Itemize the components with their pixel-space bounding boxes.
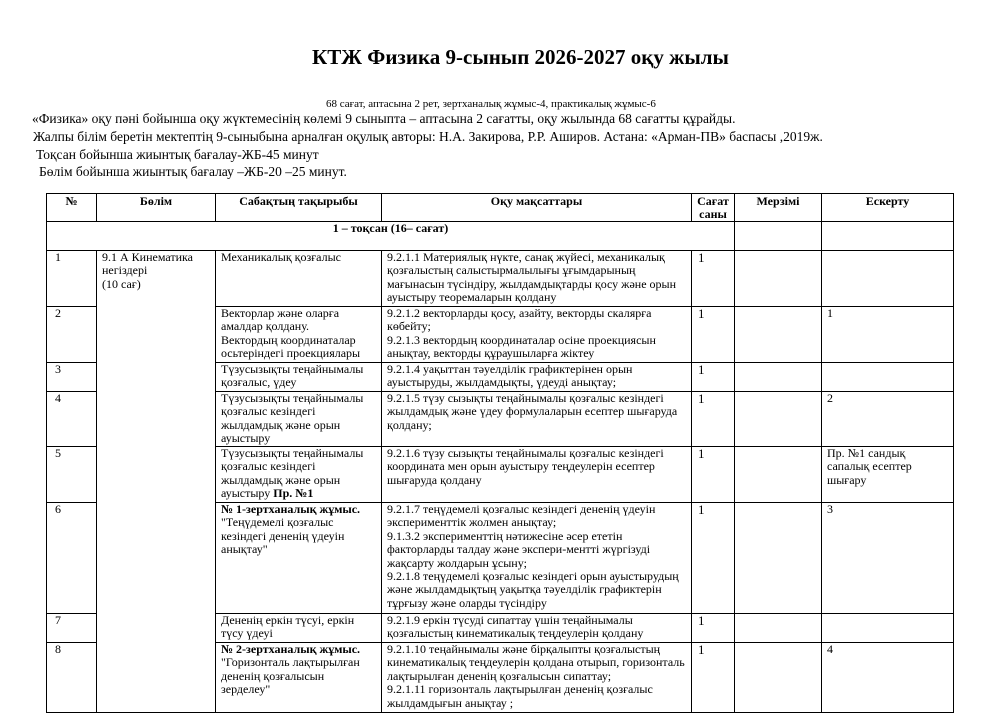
table-header-row bbox=[47, 194, 954, 222]
intro-line-1: «Физика» оқу пәні бойынша оқу жүктемесінің көлемі 9 сыныпта – аптасына 2 сағатты, оқу жылында 68 сағатты құрайды. bbox=[32, 111, 736, 126]
row-objectives: 9.2.1.9 еркін түсуді сипаттау үшін теңайнымалы қозғалыстың кинематикалық теңдеулерін қолдану bbox=[382, 614, 692, 643]
row-number: 7 bbox=[47, 614, 97, 643]
intro-line-3: Тоқсан бойынша жиынтық бағалау-ЖБ-45 минут bbox=[36, 147, 319, 162]
row-note: 4 bbox=[822, 643, 954, 713]
row-topic-bold: Пр. №1 bbox=[273, 486, 314, 501]
row-hours: 1 bbox=[692, 503, 735, 614]
row-number: 2 bbox=[47, 307, 97, 363]
row-objectives: 9.2.1.2 векторларды қосу, азайту, векторды скалярға көбейту; 9.2.1.3 вектордың координаталар осіне проекциясын анықтау, векторды құраушыларға жіктеу bbox=[382, 307, 692, 363]
row-hours: 1 bbox=[692, 363, 735, 392]
row-hours: 1 bbox=[692, 307, 735, 363]
document-subtitle: 68 сағат, аптасына 2 рет, зертханалық жұмыс-4, практикалық жұмыс-6 bbox=[326, 98, 656, 110]
row-topic bbox=[216, 503, 382, 614]
row-topic bbox=[216, 643, 382, 713]
row-date bbox=[735, 363, 822, 392]
quarter-row bbox=[47, 222, 954, 251]
row-topic-head: № 1-зертханалық жұмыс. bbox=[221, 502, 361, 516]
row-hours: 1 bbox=[692, 251, 735, 307]
column-header-objectives: Оқу мақсаттары bbox=[382, 194, 692, 222]
row-number: 6 bbox=[47, 503, 97, 614]
row-topic: Векторлар және оларға амалдар қолдану. Вектордың координаталар осьтеріндегі проекциялары bbox=[216, 307, 382, 363]
row-number: 1 bbox=[47, 251, 97, 307]
intro-line-2: Жалпы білім беретін мектептің 9-сыныбына арналған оқулық авторы: Н.А. Закирова, Р.Р. Аширов. Астана: «Арман-ПВ» баспасы ,2019ж. bbox=[33, 129, 823, 144]
row-date bbox=[735, 307, 822, 363]
row-topic-text: Түзусызықты теңайнымалы қозғалыс кезіндегі жылдамдық және орын ауыстыру bbox=[221, 446, 364, 501]
row-objectives: 9.2.1.7 теңүдемелі қозғалыс кезіндегі дененің үдеуін эксперименттік жолмен анықтау; 9.1.3.2 эксперименттің нәтижесіне әсер ететін факторларды талдау және экспери-ментті жүргізуді жақсарту жолдарын ұсыну; 9.2.1.8 теңүдемелі қозғалыс кезіндегі орын ауыстырудың және жылдамдықтың уақытқа тәуелділік графиктерін тұрғызу және оларды түсіндіру bbox=[382, 503, 692, 614]
column-header-note: Ескерту bbox=[822, 194, 954, 222]
quarter-note-cell bbox=[822, 222, 954, 251]
document-title: КТЖ Физика 9-сынып 2026-2027 оқу жылы bbox=[312, 45, 729, 69]
quarter-label: 1 – тоқсан (16– сағат) bbox=[47, 222, 735, 251]
lesson-plan-table bbox=[46, 193, 954, 713]
row-objectives: 9.2.1.5 түзу сызықты теңайнымалы қозғалыс кезіндегі жылдамдық және үдеу формулаларын есептер шығаруда қолдану; bbox=[382, 392, 692, 447]
row-number: 8 bbox=[47, 643, 97, 713]
row-objectives: 9.2.1.10 теңайнымалы және бірқалыпты қозғалыстың кинематикалық теңдеулерін қолдана отырып, горизонталь лақтырылған дененің қозғалысын сипаттау; 9.2.1.11 горизонталь лақтырылған дененің қозғалыс жылдамдығын анықтау ; bbox=[382, 643, 692, 713]
row-hours: 1 bbox=[692, 643, 735, 713]
column-header-number: № bbox=[47, 194, 97, 222]
row-date bbox=[735, 614, 822, 643]
row-number: 3 bbox=[47, 363, 97, 392]
row-topic: Түзусызықты теңайнымалы қозғалыс кезіндегі жылдамдық және орын ауыстыру bbox=[216, 392, 382, 447]
row-number: 4 bbox=[47, 392, 97, 447]
row-hours: 1 bbox=[692, 614, 735, 643]
row-objectives: 9.2.1.4 уақыттан тәуелділік графиктерінен орын ауыстыруды, жылдамдықты, үдеуді анықтау; bbox=[382, 363, 692, 392]
section-cell: 9.1 А Кинематика негіздері (10 сағ) bbox=[97, 251, 216, 713]
intro-line-4: Бөлім бойынша жиынтық бағалау –ЖБ-20 –25 минут. bbox=[39, 164, 347, 179]
row-topic bbox=[216, 447, 382, 503]
row-note: 1 bbox=[822, 307, 954, 363]
row-date bbox=[735, 643, 822, 713]
column-header-topic: Сабақтың тақырыбы bbox=[216, 194, 382, 222]
row-date bbox=[735, 251, 822, 307]
row-hours: 1 bbox=[692, 392, 735, 447]
row-hours: 1 bbox=[692, 447, 735, 503]
row-note: Пр. №1 сандық сапалық есептер шығару bbox=[822, 447, 954, 503]
row-date bbox=[735, 447, 822, 503]
column-header-section: Бөлім bbox=[97, 194, 216, 222]
row-topic-text: "Теңүдемелі қозғалыс кезіндегі дененің үдеуін анықтау" bbox=[221, 515, 345, 557]
row-note: 2 bbox=[822, 392, 954, 447]
table-row bbox=[47, 251, 954, 307]
row-topic-head: № 2-зертханалық жұмыс. bbox=[221, 642, 361, 656]
row-note bbox=[822, 251, 954, 307]
row-topic: Дененің еркін түсуі, еркін түсу үдеуі bbox=[216, 614, 382, 643]
row-objectives: 9.2.1.1 Материялық нүкте, санақ жүйесі, механикалық қозғалыстың салыстырмалылығы ұғымдарының мағынасын түсіндіру, жылдамдықтарды қосу және орын ауыстыру теоремаларын қолдану bbox=[382, 251, 692, 307]
row-objectives: 9.2.1.6 түзу сызықты теңайнымалы қозғалыс кезіндегі координата мен орын ауыстыру теңдеулерін есептер шығаруда қолдану bbox=[382, 447, 692, 503]
column-header-hours: Сағат саны bbox=[692, 194, 735, 222]
row-note bbox=[822, 614, 954, 643]
row-date bbox=[735, 503, 822, 614]
row-topic: Түзусызықты теңайнымалы қозғалыс, үдеу bbox=[216, 363, 382, 392]
row-number: 5 bbox=[47, 447, 97, 503]
row-date bbox=[735, 392, 822, 447]
row-note bbox=[822, 363, 954, 392]
row-note: 3 bbox=[822, 503, 954, 614]
quarter-date-cell bbox=[735, 222, 822, 251]
row-topic-text: "Горизонталь лақтырылған дененің қозғалысын зерделеу" bbox=[221, 655, 360, 697]
row-topic: Механикалық қозғалыс bbox=[216, 251, 382, 307]
column-header-date: Мерзімі bbox=[735, 194, 822, 222]
